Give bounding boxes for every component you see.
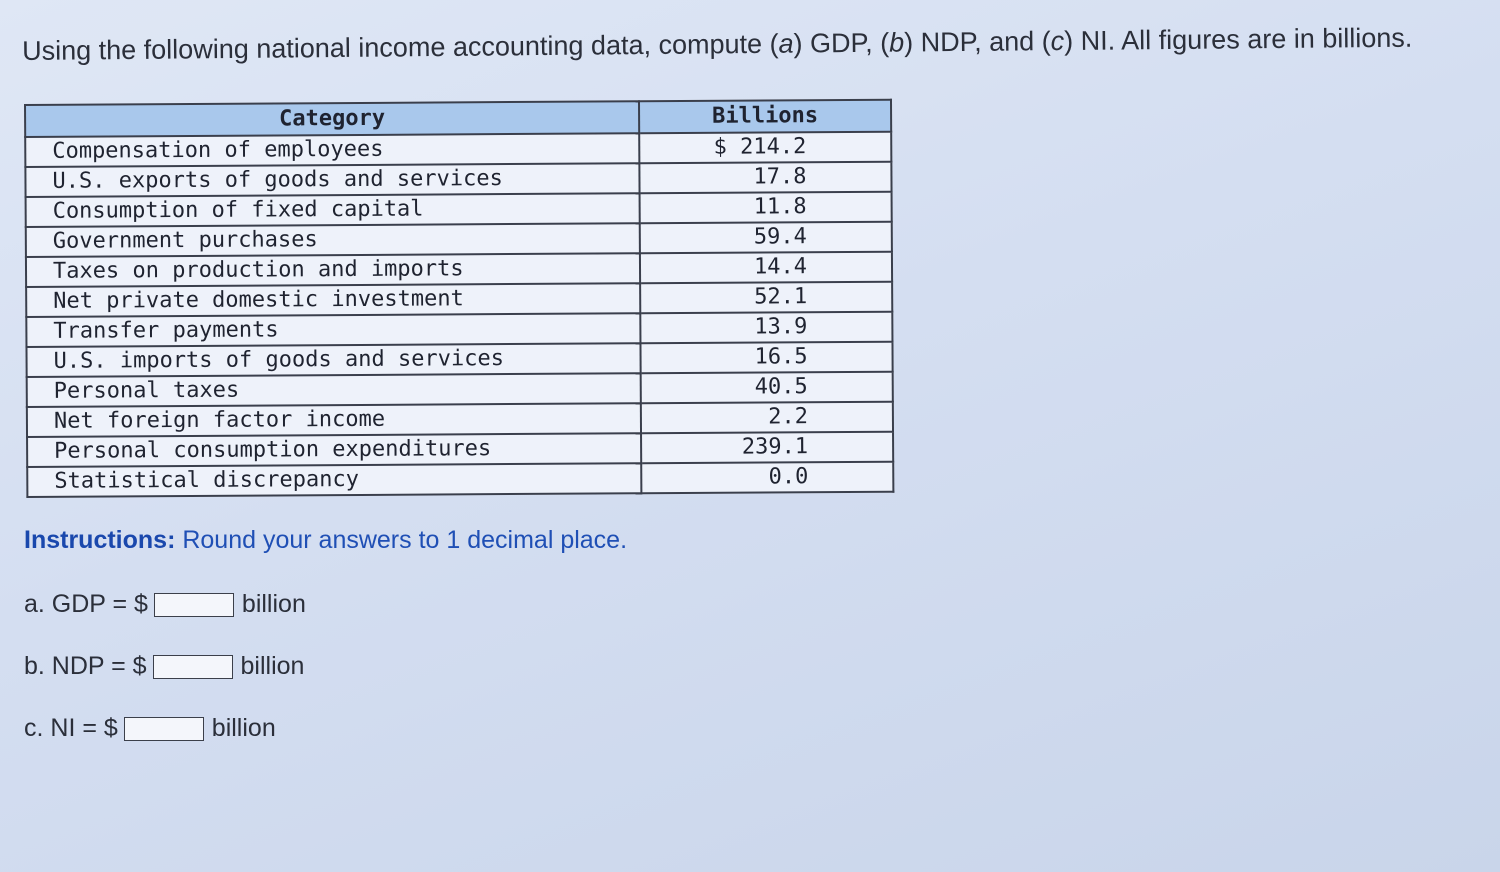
question-part-a-letter: a [778, 28, 794, 59]
gdp-label: a. GDP = $ [24, 590, 148, 618]
question-text [22, 22, 1462, 67]
value-cell: 2.2 [641, 402, 893, 434]
value-cell: 11.8 [640, 192, 892, 224]
answer-row-gdp [24, 590, 306, 619]
category-cell: U.S. exports of goods and services [25, 163, 639, 197]
instructions-label: Instructions: [24, 526, 176, 554]
ni-label: c. NI = $ [24, 714, 118, 742]
gdp-input[interactable] [154, 593, 234, 617]
gdp-unit: billion [241, 590, 306, 618]
table-header-row [25, 100, 891, 137]
category-cell: Government purchases [26, 223, 640, 257]
ni-input[interactable] [124, 717, 204, 741]
value-cell: 16.5 [640, 342, 892, 374]
value-cell: 239.1 [641, 432, 893, 464]
question-prefix: Using the following national income accounting data, compute ( [22, 28, 779, 66]
table-row [27, 462, 893, 497]
answer-row-ni [24, 714, 276, 743]
question-part-a: ) GDP, ( [793, 27, 890, 59]
value-cell: 59.4 [640, 222, 892, 254]
ndp-label: b. NDP = $ [24, 652, 147, 680]
category-cell: Transfer payments [26, 313, 640, 347]
header-billions: Billions [639, 100, 891, 134]
value-cell: 40.5 [641, 372, 893, 404]
instructions-text: Round your answers to 1 decimal place. [175, 526, 628, 554]
value-cell: 14.4 [640, 252, 892, 284]
value-cell: 17.8 [639, 162, 891, 194]
category-cell: Net private domestic investment [26, 283, 640, 317]
value-cell: $ 214.2 [639, 132, 891, 164]
question-part-c: ) NI. All figures are in billions. [1064, 22, 1413, 56]
income-data-table [24, 99, 894, 498]
question-part-b: ) NDP, and ( [903, 26, 1051, 58]
category-cell: U.S. imports of goods and services [26, 343, 640, 377]
question-part-c-letter: c [1050, 25, 1065, 57]
category-cell: Personal consumption expenditures [27, 433, 641, 467]
question-part-b-letter: b [888, 27, 905, 58]
header-category: Category [25, 101, 639, 137]
ndp-input[interactable] [153, 655, 233, 679]
value-cell: 0.0 [641, 462, 893, 494]
category-cell: Net foreign factor income [27, 403, 641, 437]
ndp-unit: billion [240, 652, 305, 680]
answer-row-ndp [24, 652, 304, 681]
ni-unit: billion [211, 714, 276, 742]
category-cell: Compensation of employees [25, 133, 639, 167]
value-cell: 13.9 [640, 312, 892, 344]
category-cell: Statistical discrepancy [27, 463, 641, 497]
category-cell: Consumption of fixed capital [26, 193, 640, 227]
category-cell: Personal taxes [27, 373, 641, 407]
instructions [24, 526, 627, 555]
category-cell: Taxes on production and imports [26, 253, 640, 287]
value-cell: 52.1 [640, 282, 892, 314]
